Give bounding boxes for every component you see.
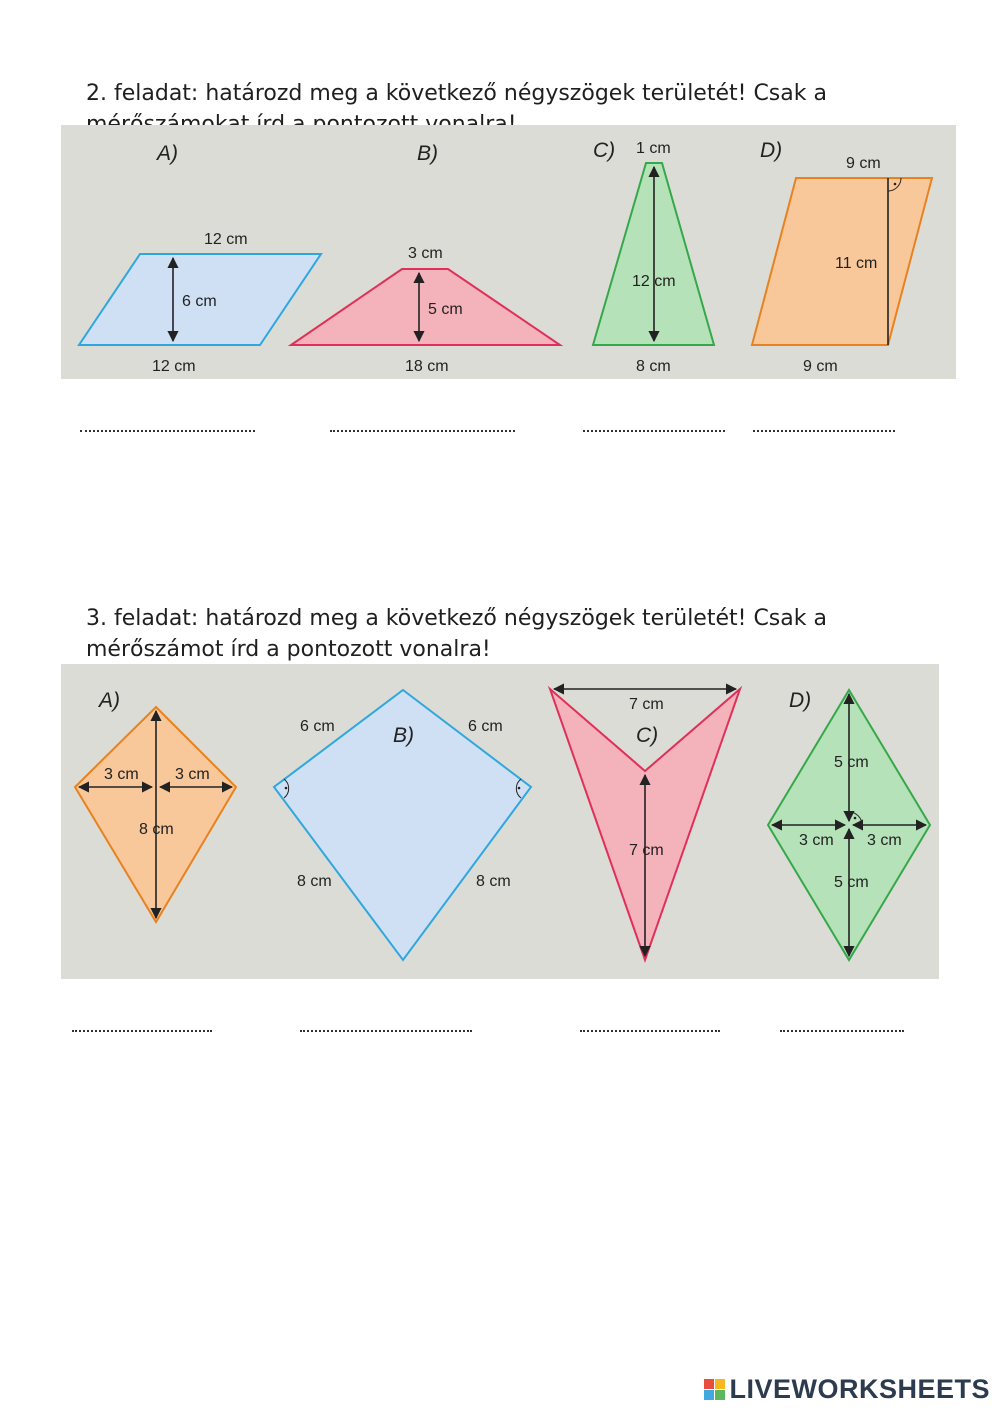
- task3-a-label: A): [99, 689, 120, 712]
- task2-a-top-length: 12 cm: [204, 231, 248, 248]
- task3-d-top-length: 5 cm: [834, 754, 869, 771]
- task3-b-top-left-length: 6 cm: [300, 718, 335, 735]
- task3-d-right-angle-dot: [854, 817, 857, 820]
- liveworksheets-brand: [704, 1374, 990, 1405]
- task3-a-diagonal-length: 8 cm: [139, 821, 174, 838]
- task2-c-height: 12 cm: [632, 273, 676, 290]
- task3-figure-c: [550, 689, 740, 960]
- task3-b-top-right-length: 6 cm: [468, 718, 503, 735]
- task3-a-right-length: 3 cm: [175, 766, 210, 783]
- task3-b-bottom-left-length: 8 cm: [297, 873, 332, 890]
- task3-title-line1: 3. feladat: határozd meg a következő négyszögek területét! Csak a: [86, 606, 827, 631]
- task2-b-bottom-length: 18 cm: [405, 358, 449, 375]
- task3-c-height-length: 7 cm: [629, 842, 664, 859]
- task2-a-bottom-length: 12 cm: [152, 358, 196, 375]
- task3-d-right-length: 3 cm: [867, 832, 902, 849]
- task2-c-bottom-length: 8 cm: [636, 358, 671, 375]
- task3-d-label: D): [789, 689, 812, 712]
- task2-a-height: 6 cm: [182, 293, 217, 310]
- liveworksheets-wordmark: LIVEWORKSHEETS: [729, 1374, 990, 1404]
- task2-a-label: A): [157, 142, 178, 165]
- task3-d-bottom-length: 5 cm: [834, 874, 869, 891]
- task3-a-left-length: 3 cm: [104, 766, 139, 783]
- liveworksheets-logo-icon: [704, 1379, 725, 1400]
- task3-figure-d: [768, 689, 930, 960]
- task3-title-line2: mérőszámot írd a pontozott vonalra!: [86, 637, 491, 662]
- task2-d-height: 11 cm: [835, 255, 878, 272]
- task2-b-height: 5 cm: [428, 301, 463, 318]
- task2-b-top-length: 3 cm: [408, 245, 443, 262]
- task3-c-top-length: 7 cm: [629, 696, 664, 713]
- task2-c-label: C): [593, 139, 616, 162]
- task3-b-right-angle-right-dot: [518, 787, 521, 790]
- task2-title-line1: 2. feladat: határozd meg a következő négyszögek területét! Csak a: [86, 81, 827, 106]
- task2-c-top-length: 1 cm: [636, 140, 671, 157]
- task3-answer-c[interactable]: [580, 1016, 720, 1032]
- logo-square: [704, 1379, 714, 1389]
- task3-answer-b[interactable]: [300, 1016, 472, 1032]
- task3-b-right-angle-left-dot: [285, 787, 288, 790]
- task3-figure-b: [274, 690, 531, 960]
- task2-b-label: B): [417, 142, 438, 165]
- task3-answer-d[interactable]: [780, 1016, 904, 1032]
- task2-d-bottom-length: 9 cm: [803, 358, 838, 375]
- logo-square: [704, 1390, 714, 1400]
- task3-c-label: C): [636, 724, 659, 747]
- task3-b-bottom-right-length: 8 cm: [476, 873, 511, 890]
- logo-square: [715, 1390, 725, 1400]
- logo-square: [715, 1379, 725, 1389]
- task2-d-label: D): [760, 139, 783, 162]
- task3-answer-a[interactable]: [72, 1016, 212, 1032]
- task2-d-top-length: 9 cm: [846, 155, 881, 172]
- task3-b-label: B): [393, 724, 414, 747]
- task3-d-left-length: 3 cm: [799, 832, 834, 849]
- task3-figure-a: [75, 689, 236, 922]
